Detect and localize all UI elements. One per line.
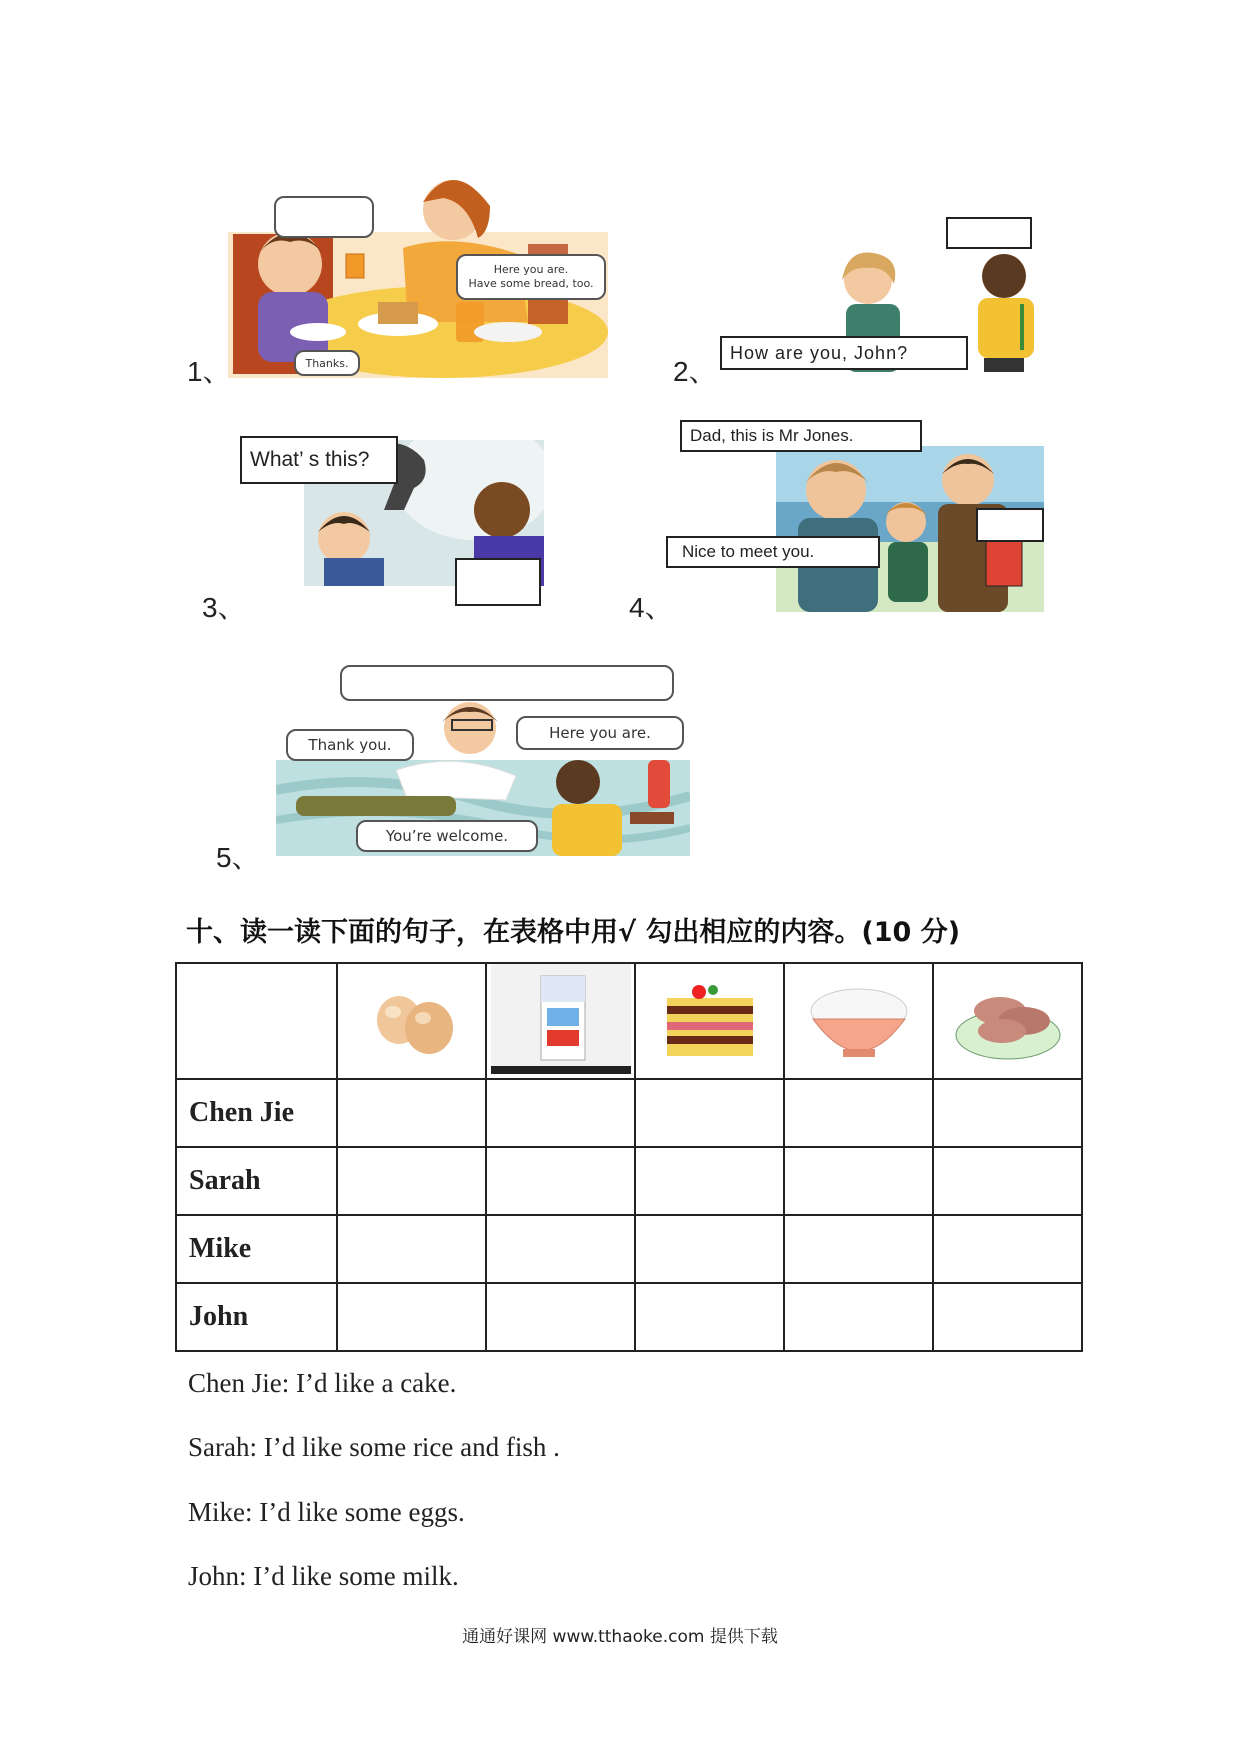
rice-column-header xyxy=(784,963,933,1079)
speech-bubble-youre-welcome: You’re welcome. xyxy=(356,820,538,852)
corner-cell xyxy=(176,963,337,1079)
picture-1-breakfast xyxy=(228,162,608,378)
check-cell[interactable] xyxy=(784,1079,933,1147)
check-cell[interactable] xyxy=(486,1215,635,1283)
check-cell[interactable] xyxy=(337,1147,486,1215)
empty-speech-bubble-top xyxy=(340,665,674,701)
check-cell[interactable] xyxy=(486,1283,635,1351)
check-cell[interactable] xyxy=(933,1283,1082,1351)
check-cell[interactable] xyxy=(635,1147,784,1215)
row-name: Chen Jie xyxy=(176,1079,337,1147)
check-cell[interactable] xyxy=(784,1147,933,1215)
table-row xyxy=(176,1079,1082,1147)
check-cell[interactable] xyxy=(933,1215,1082,1283)
picture-number-1: 1、 xyxy=(187,356,231,387)
picture-number-3: 3、 xyxy=(202,592,246,623)
picture-number-2: 2、 xyxy=(673,356,717,387)
row-name: Mike xyxy=(176,1215,337,1283)
table-header-row xyxy=(176,963,1082,1079)
caption-how-are-you: How are you, John? xyxy=(720,336,968,370)
answer-box-2[interactable] xyxy=(946,217,1032,249)
empty-speech-bubble xyxy=(274,196,374,238)
answer-box-3[interactable] xyxy=(455,558,541,606)
fish-column-header xyxy=(933,963,1082,1079)
caption-whats-this: What’ s this? xyxy=(240,436,398,484)
milk-icon xyxy=(491,964,631,1074)
table-row xyxy=(176,1147,1082,1215)
check-cell[interactable] xyxy=(486,1147,635,1215)
table-row xyxy=(176,1215,1082,1283)
row-name: Sarah xyxy=(176,1147,337,1215)
milk-column-header xyxy=(486,963,635,1079)
egg-icon xyxy=(357,984,467,1054)
egg-column-header xyxy=(337,963,486,1079)
check-cell[interactable] xyxy=(337,1079,486,1147)
fish-icon xyxy=(948,971,1068,1067)
speech-bubble-here-you-are: Here you are. Have some bread, too. xyxy=(456,254,606,300)
picture-number-5: 5、 xyxy=(216,842,260,873)
check-cell[interactable] xyxy=(337,1215,486,1283)
picture-number-4: 4、 xyxy=(629,592,673,623)
check-cell[interactable] xyxy=(635,1079,784,1147)
footer-source: 通通好课网 www.tthaoke.com 提供下载 xyxy=(462,1627,778,1647)
cake-column-header xyxy=(635,963,784,1079)
check-cell[interactable] xyxy=(933,1079,1082,1147)
caption-dad-this-is: Dad, this is Mr Jones. xyxy=(680,420,922,452)
speech-bubble-thank-you: Thank you. xyxy=(286,729,414,761)
sentence-mike: Mike: I’d like some eggs. xyxy=(188,1497,465,1527)
rice-icon xyxy=(799,971,919,1067)
row-name: John xyxy=(176,1283,337,1351)
check-cell[interactable] xyxy=(933,1147,1082,1215)
check-cell[interactable] xyxy=(784,1283,933,1351)
check-cell[interactable] xyxy=(784,1215,933,1283)
check-cell[interactable] xyxy=(486,1079,635,1147)
section-heading: 十、读一读下面的句子，在表格中用√ 勾出相应的内容。(10 分) xyxy=(186,917,961,948)
speech-bubble-thanks: Thanks. xyxy=(294,350,360,376)
sentence-sarah: Sarah: I’d like some rice and fish . xyxy=(188,1432,560,1462)
sentence-john: John: I’d like some milk. xyxy=(188,1561,459,1591)
check-cell[interactable] xyxy=(635,1283,784,1351)
caption-nice-to-meet-you: Nice to meet you. xyxy=(666,536,880,568)
sentence-chen-jie: Chen Jie: I’d like a cake. xyxy=(188,1368,457,1398)
speech-bubble-here-you-are-5: Here you are. xyxy=(516,716,684,750)
check-cell[interactable] xyxy=(337,1283,486,1351)
cake-icon xyxy=(655,974,765,1064)
answer-box-4[interactable] xyxy=(976,508,1044,542)
table-row xyxy=(176,1283,1082,1351)
food-checklist-table xyxy=(175,962,1083,1352)
check-cell[interactable] xyxy=(635,1215,784,1283)
